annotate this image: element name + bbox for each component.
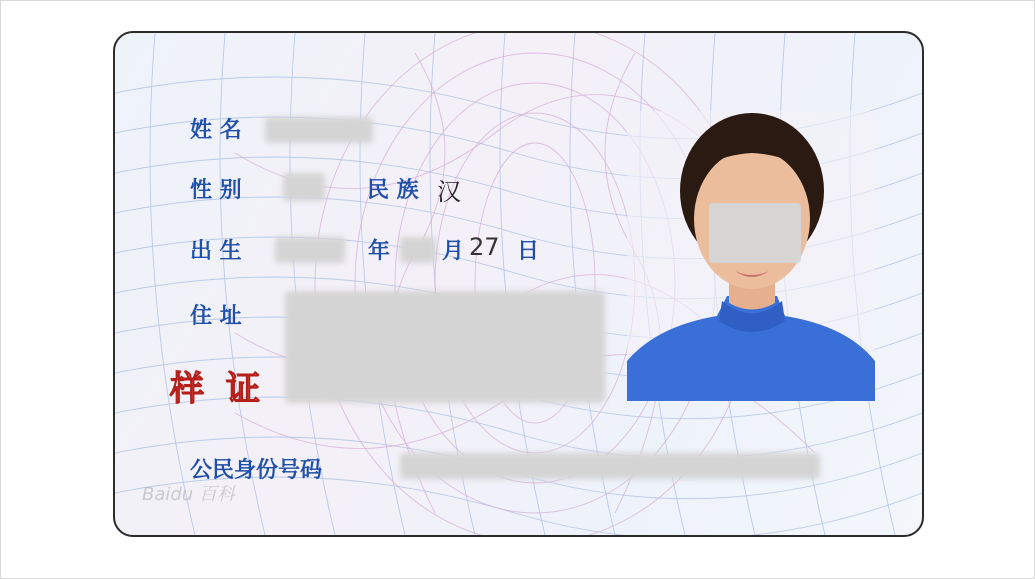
ethnicity-value: 汉: [437, 178, 461, 206]
year-label: 年: [368, 239, 391, 264]
id-card: [113, 31, 924, 537]
birth-month-redacted: [400, 237, 436, 263]
name-label: 姓 名: [190, 118, 242, 143]
sample-stamp: 样证: [170, 369, 282, 409]
gender-label: 性 别: [190, 178, 242, 203]
name-value-redacted: [265, 117, 373, 143]
portrait-illustration: [627, 111, 875, 401]
day-label: 日: [517, 239, 540, 264]
id-number-redacted: [400, 453, 820, 479]
address-value-redacted: [285, 291, 605, 403]
portrait-photo: [627, 111, 875, 401]
gender-value-redacted: [283, 173, 325, 201]
watermark: Baidu 百科: [142, 484, 235, 505]
day-value: 27: [469, 233, 500, 261]
month-label: 月: [442, 239, 465, 264]
ethnicity-label: 民 族: [367, 178, 419, 203]
id-number-label: 公民身份号码: [190, 458, 323, 483]
birth-label: 出 生: [190, 239, 242, 264]
birth-year-redacted: [275, 237, 345, 263]
address-label: 住 址: [190, 304, 242, 329]
